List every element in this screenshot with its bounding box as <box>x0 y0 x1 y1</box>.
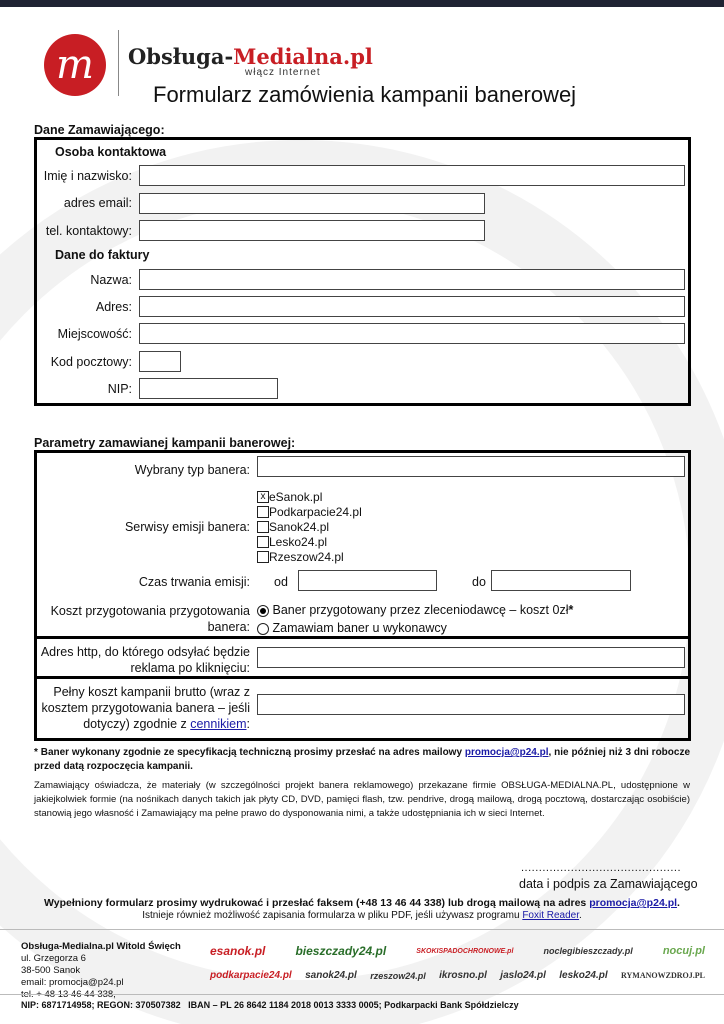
footer-street: ul. Grzegorza 6 <box>21 953 86 964</box>
note-text: , nie później niż 3 dni robocze przed datą rozpoczęcia kampanii. <box>34 747 691 772</box>
service-option[interactable] <box>257 549 362 564</box>
email-field[interactable] <box>139 193 485 214</box>
phone-field[interactable] <box>139 220 485 241</box>
footer-company: Obsługa-Medialna.pl Witold Święch <box>21 941 181 952</box>
footer-city: 38-500 Sanok <box>21 965 81 976</box>
cost-label-line: Pełny koszt kampanii brutto (wraz z <box>53 685 250 699</box>
contact-subtitle: Osoba kontaktowa <box>55 145 167 159</box>
pdf-text: Istnieje również możliwość zapisania formularza w pliku PDF, jeśli używasz programu <box>142 910 520 921</box>
partner-logo[interactable]: jaslo24.pl <box>500 970 546 981</box>
logo-letter: m <box>56 42 94 88</box>
partner-logo[interactable]: rzeszow24.pl <box>370 970 426 981</box>
brand-logo <box>44 34 106 96</box>
banner-note <box>34 746 690 774</box>
brand-tagline: włącz Internet <box>245 67 321 78</box>
radio-unselected[interactable] <box>257 623 269 635</box>
checkbox[interactable] <box>257 551 269 563</box>
pdf-note <box>0 910 724 921</box>
partner-logo[interactable]: RYMANOWZDROJ.PL <box>621 971 705 980</box>
asterisk: * <box>568 603 574 617</box>
services-list <box>257 489 362 564</box>
duration-label: Czas trwania emisji: <box>138 575 250 589</box>
note-email-link[interactable]: promocja@p24.pl <box>464 747 549 758</box>
page-title: Formularz zamówienia kampanii banerowej <box>153 82 577 107</box>
prep-option-client[interactable] <box>257 601 573 619</box>
url-field[interactable] <box>257 647 685 668</box>
logo-divider <box>118 30 119 96</box>
service-label: Sanok24.pl <box>269 519 330 534</box>
cost-label <box>38 684 250 732</box>
url-label-line: Adres http, do którego odsyłać będzie <box>40 645 250 659</box>
prep-option-label: Baner przygotowany przez zleceniodawcę – koszt 0zł <box>272 603 569 617</box>
company-label: Nazwa: <box>90 273 132 287</box>
checkbox[interactable] <box>257 521 269 533</box>
prep-option-contractor[interactable] <box>257 619 573 637</box>
cost-label-line: kosztem przygotowania banera – jeśli <box>41 701 250 715</box>
cost-label-text: dotyczy) zgodnie z <box>83 717 187 731</box>
service-label: eSanok.pl <box>269 489 323 504</box>
checkbox[interactable]: x <box>257 491 269 503</box>
note-text: * Baner wykonany zgodnie ze specyfikacją techniczną prosimy przesłać na adres mailowy <box>34 747 463 758</box>
pdf-dot: . <box>579 910 582 921</box>
date-to-field[interactable] <box>491 570 631 591</box>
partner-logo[interactable]: SKOKISPADOCHRONOWE.pl <box>416 947 514 955</box>
banner-type-field[interactable] <box>257 456 685 477</box>
customer-section-title: Dane Zamawiającego: <box>34 123 165 137</box>
prep-option-label: Zamawiam baner u wykonawcy <box>272 621 447 635</box>
disclaimer: Zamawiający oświadcza, że materiały (w szczególności projekt banera reklamowego) przekazane firmie OBSŁUGA-MEDIALNA.PL, udostępnione w jakiejkolwiek formie (na nośnikach danych takich jak płyty CD, DVD, pamięci flash, tzw. pendrive, drogą mailową, drogą pocztową, dostarczając osobiście) stanowią jego własność i Zamawiający ma pełne prawo do dysponowania nimi, a także udostępniania ich w sieci Internet. <box>34 780 690 819</box>
partner-logo[interactable]: esanok.pl <box>210 944 266 958</box>
phone-label: tel. kontaktowy: <box>45 224 132 238</box>
to-label: do <box>472 575 486 589</box>
footer-divider <box>0 994 724 995</box>
date-from-field[interactable] <box>298 570 437 591</box>
footer-legal: NIP: 6871714958; REGON: 370507382 IBAN – PL 26 8642 1184 2018 0013 3333 0005; Podkarpacki Bank Spółdzielczy <box>21 1000 519 1010</box>
footer-divider <box>0 929 724 930</box>
divider <box>34 636 691 639</box>
partner-logos-row1 <box>210 944 705 958</box>
footer-address <box>21 941 181 1001</box>
send-instructions <box>0 897 724 909</box>
send-dot: . <box>677 897 680 909</box>
service-label: Podkarpacie24.pl <box>269 504 362 519</box>
postcode-label: Kod pocztowy: <box>50 355 132 369</box>
city-field[interactable] <box>139 323 685 344</box>
service-option[interactable] <box>257 504 362 519</box>
company-field[interactable] <box>139 269 685 290</box>
signature-line: ............................................. <box>521 862 682 874</box>
service-label: Lesko24.pl <box>269 534 328 549</box>
checkbox[interactable] <box>257 506 269 518</box>
prep-options <box>257 601 573 637</box>
partner-logo[interactable]: noclegibieszczady.pl <box>543 946 633 956</box>
service-option[interactable] <box>257 519 362 534</box>
footer-email: email: promocja@p24.pl <box>21 977 124 988</box>
email-label: adres email: <box>63 196 132 210</box>
prep-cost-label <box>38 603 250 635</box>
services-label: Serwisy emisji banera: <box>124 520 250 534</box>
partner-logo[interactable]: nocuj.pl <box>662 945 705 957</box>
invoice-subtitle: Dane do faktury <box>55 248 150 262</box>
signature-label: data i podpis za Zamawiającego <box>519 877 698 891</box>
radio-selected[interactable] <box>257 605 269 617</box>
from-label: od <box>274 575 288 589</box>
partner-logo[interactable]: lesko24.pl <box>559 970 608 981</box>
service-option[interactable] <box>257 489 362 504</box>
checkbox[interactable] <box>257 536 269 548</box>
partner-logos-row2 <box>210 970 705 981</box>
partner-logo[interactable]: podkarpacie24.pl <box>210 970 292 981</box>
total-cost-field[interactable] <box>257 694 685 715</box>
top-bar <box>0 0 724 7</box>
nip-label: NIP: <box>107 382 132 396</box>
banner-type-label: Wybrany typ banera: <box>134 463 250 477</box>
partner-logo[interactable]: ikrosno.pl <box>439 970 487 981</box>
partner-logo[interactable]: sanok24.pl <box>305 970 357 981</box>
cost-label-line <box>38 716 250 732</box>
service-option[interactable] <box>257 534 362 549</box>
name-field[interactable] <box>139 165 685 186</box>
postcode-field[interactable] <box>139 351 181 372</box>
brand-prefix: Obsługa- <box>128 44 234 69</box>
colon: : <box>246 717 250 731</box>
send-email-link[interactable]: promocja@p24.pl <box>589 897 678 909</box>
brand-name <box>128 44 373 69</box>
divider <box>34 676 691 679</box>
brand-suffix: Medialna.pl <box>233 44 373 69</box>
price-list-link[interactable]: cennikiem <box>190 717 247 731</box>
foxit-link[interactable]: Foxit Reader <box>522 910 580 921</box>
address-label: Adres: <box>95 300 132 314</box>
address-field[interactable] <box>139 296 685 317</box>
send-text: Wypełniony formularz prosimy wydrukować i przesłać faksem (+48 13 46 44 338) lub drogą mailową na adres <box>44 897 587 909</box>
prep-label-line: Koszt przygotowania przygotowania <box>50 604 250 618</box>
city-label: Miejscowość: <box>57 327 132 341</box>
campaign-section-title: Parametry zamawianej kampanii banerowej: <box>34 436 296 450</box>
url-label <box>38 644 250 676</box>
partner-logo[interactable]: bieszczady24.pl <box>295 944 387 958</box>
nip-field[interactable] <box>139 378 278 399</box>
url-label-line: reklama po kliknięciu: <box>130 661 250 675</box>
prep-label-line: banera: <box>207 620 250 634</box>
service-label: Rzeszow24.pl <box>269 549 344 564</box>
name-label: Imię i nazwisko: <box>43 169 132 183</box>
